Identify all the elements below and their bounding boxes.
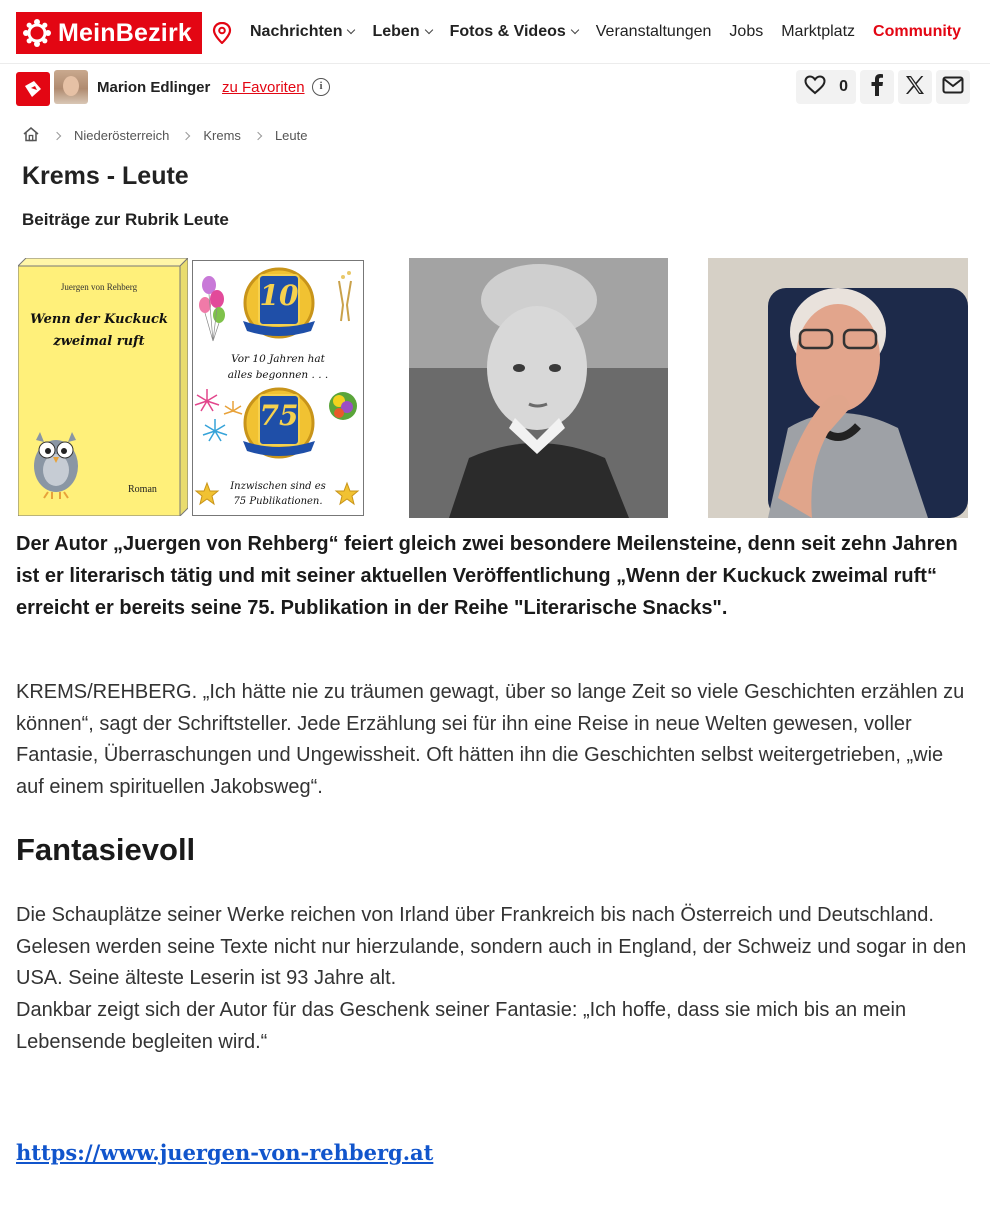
article-paragraph-2: Die Schauplätze seiner Werke reichen von Irland über Frankreich bis nach Österreich und Deutschland. Gelesen werden seine Texte nicht nur hierzulande, sondern auch in England, der Schweiz und sogar in den USA. Seine älteste Leserin ist 93 Jahre alt. (16, 904, 967, 989)
breadcrumb (22, 126, 307, 145)
logo-flower-icon (22, 18, 52, 48)
book-title-line2: zweimal ruft (53, 334, 145, 349)
x-icon (905, 75, 925, 99)
nav-label: Leben (372, 23, 420, 40)
like-count: 0 (839, 78, 848, 95)
like-button[interactable] (796, 70, 856, 104)
poster-line3: Inzwischen sind es (230, 481, 326, 492)
top-navigation (0, 0, 990, 64)
main-menu (250, 0, 961, 64)
author-bar (16, 70, 970, 106)
anniversary-poster-image[interactable] (192, 260, 364, 516)
share-x-button[interactable] (898, 70, 932, 104)
nav-jobs[interactable]: Jobs (729, 23, 764, 40)
book-genre: Roman (128, 484, 157, 495)
author-name[interactable]: Marion Edlinger (97, 79, 211, 96)
breadcrumb-krems[interactable]: Krems (203, 128, 241, 143)
page-subtitle: Beiträge zur Rubrik Leute (22, 210, 229, 229)
heart-icon (804, 75, 826, 99)
info-icon[interactable]: i (312, 78, 330, 96)
chevron-down-icon (347, 26, 355, 34)
page-title: Krems - Leute (22, 162, 189, 190)
poster-badge-75: 75 (259, 399, 299, 432)
nav-label: Nachrichten (250, 23, 343, 40)
breadcrumb-separator (53, 131, 61, 139)
home-icon[interactable] (22, 126, 40, 145)
share-facebook-button[interactable] (860, 70, 894, 104)
article-paragraph-1: KREMS/REHBERG. „Ich hätte nie zu träumen gewagt, über so lange Zeit so viele Geschichten erzählen zu können“, sagt der Schriftsteller. Jede Erzählung sei für ihn eine Reise in neue Welten gewesen, voller Fantasie, Überraschungen und Ungewissheit. Oft hätten ihn die Geschichten selbst weitergetrieben, „wie auf einem spirituellen Jakobsweg“. (16, 681, 965, 798)
breadcrumb-separator (182, 131, 190, 139)
article-paragraph-3: Dankbar zeigt sich der Autor für das Geschenk seiner Fantasie: „Ich hoffe, dass sie mich bis an mein Lebensende begleiten wird.“ (16, 999, 907, 1053)
breadcrumb-separator (254, 131, 262, 139)
author-portrait-photo[interactable] (708, 258, 968, 518)
add-to-favorites-link[interactable]: zu Favoriten (222, 79, 305, 96)
book-author: Juergen von Rehberg (60, 282, 138, 292)
nav-community[interactable]: Community (873, 23, 962, 40)
article-heading-fantasievoll: Fantasievoll (16, 832, 196, 867)
poster-line2: alles begonnen . . . (227, 369, 329, 381)
location-pin-icon[interactable] (212, 22, 232, 44)
share-mail-button[interactable] (936, 70, 970, 104)
community-author-icon (16, 72, 50, 106)
breadcrumb-niederoesterreich[interactable]: Niederösterreich (74, 128, 170, 143)
chevron-down-icon (571, 26, 579, 34)
nav-leben[interactable] (372, 23, 431, 41)
breadcrumb-leute[interactable]: Leute (274, 128, 308, 143)
poster-line1: Vor 10 Jahren hat (231, 353, 325, 365)
share-actions (792, 70, 970, 104)
author-website-link[interactable]: https://www.juergen-von-rehberg.at (16, 1140, 434, 1165)
nav-marktplatz[interactable]: Marktplatz (781, 23, 856, 40)
article-lead: Der Autor „Juergen von Rehberg“ feiert gleich zwei besondere Meilensteine, denn seit zehn Jahren ist er literarisch tätig und mit seiner aktuellen Veröffentlichung „Wenn der Kuckuck zweimal ruft“ erreicht er bereits seine 75. Publikation in der Reihe "Literarische Snacks". (16, 533, 958, 619)
nav-label: Fotos & Videos (449, 23, 566, 40)
poster-line4: 75 Publikationen. (233, 496, 323, 507)
poster-badge-10: 10 (259, 279, 299, 312)
nav-fotos-videos[interactable] (450, 23, 578, 41)
childhood-photo[interactable] (409, 258, 668, 518)
mail-icon (942, 76, 964, 98)
article-image-strip (16, 258, 968, 518)
nav-nachrichten[interactable] (250, 23, 354, 41)
nav-veranstaltungen[interactable]: Veranstaltungen (595, 23, 712, 40)
book-title-line1: Wenn der Kuckuck (30, 312, 168, 327)
logo-text: MeinBezirk (58, 18, 192, 47)
facebook-icon (870, 74, 884, 100)
book-cover-image[interactable] (18, 258, 188, 516)
chevron-down-icon (424, 26, 432, 34)
author-avatar[interactable] (54, 70, 88, 104)
meinbezirk-logo[interactable] (16, 12, 202, 54)
